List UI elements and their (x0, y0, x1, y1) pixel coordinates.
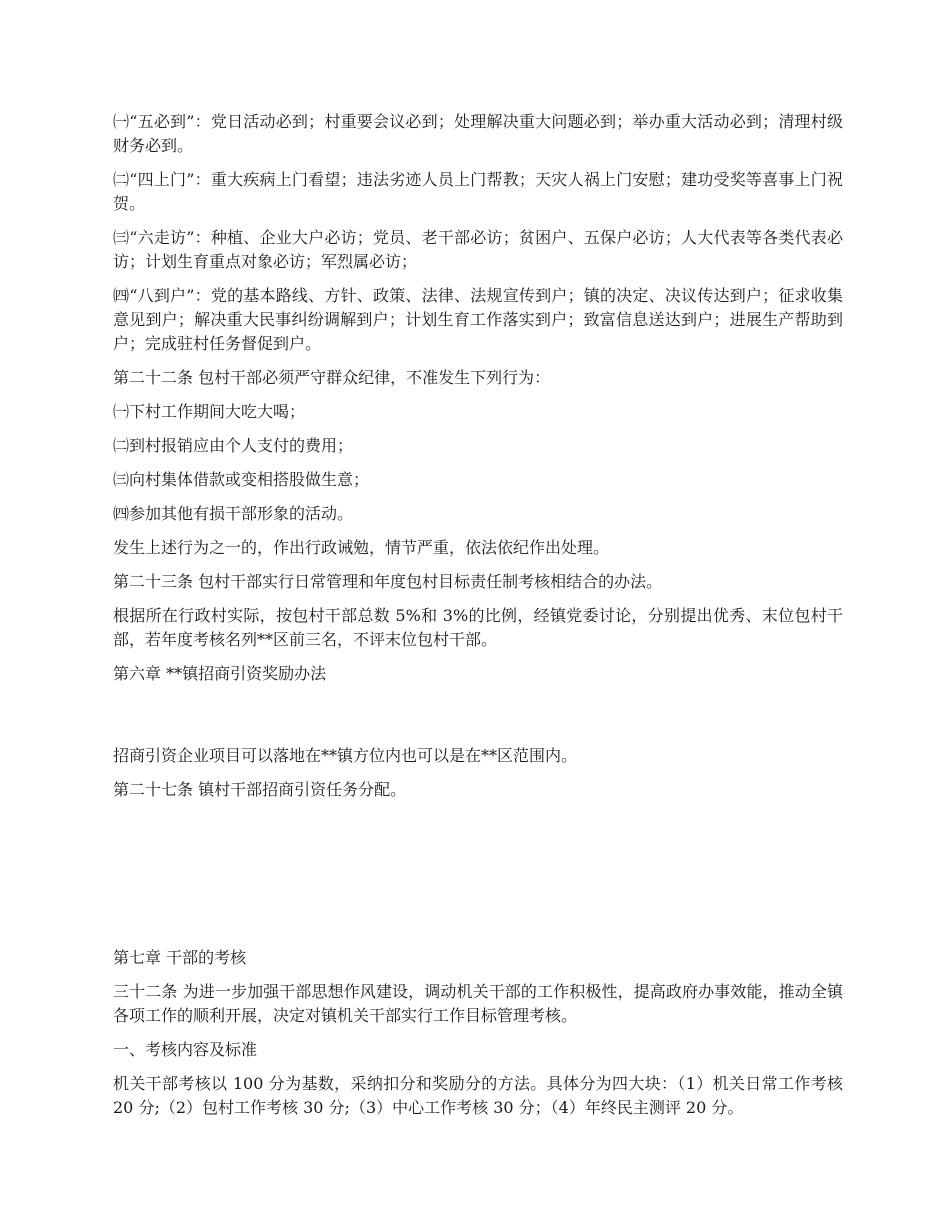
document-page (113, 110, 843, 1130)
investment-location-note: 招商引资企业项目可以落地在**镇方位内也可以是在**区范围内。 (113, 746, 578, 765)
article-22-item-3: ㈢向村集体借款或变相搭股做生意； (113, 470, 370, 489)
spacer (113, 812, 843, 946)
assessment-scoring-body: 机关干部考核以 100 分为基数，采纳扣分和奖励分的方法。具体分为四大块：（1）机关日常工作考核 20 分;（2）包村工作考核 30 分;（3）中心工作考核 30 分；（4）年终民主测评 20 分。 (113, 1074, 843, 1117)
article-32-body: 三十二条 为进一步加强干部思想作风建设，调动机关干部的工作积极性，提高政府办事效能，推动全镇各项工作的顺利开展，决定对镇机关干部实行工作目标管理考核。 (113, 982, 843, 1025)
assessment-section-heading: 一、考核内容及标准 (113, 1040, 258, 1059)
chapter-7-title: 第七章 干部的考核 (113, 948, 247, 967)
article-22-item-4: ㈣参加其他有损干部形象的活动。 (113, 504, 354, 523)
article-22-item-2: ㈡到村报销应由个人支付的费用； (113, 436, 354, 455)
item-eight-households: ㈣“八到户”：党的基本路线、方针、政策、法律、法规宣传到户；镇的决定、决议传达到户；征求收集意见到户；解决重大民事纠纷调解到户；计划生育工作落实到户；致富信息送达到户；进展生产帮助到户；完成驻村任务督促到户。 (113, 286, 843, 353)
article-27-heading: 第二十七条 镇村干部招商引资任务分配。 (113, 780, 407, 799)
article-23-body: 根据所在行政村实际，按包村干部总数 5%和 3%的比例，经镇党委讨论，分别提出优秀、末位包村干部，若年度考核名列**区前三名，不评末位包村干部。 (113, 606, 843, 649)
spacer (113, 696, 843, 744)
item-six-visits: ㈢“六走访”：种植、企业大户必访；党员、老干部必访；贫困户、五保户必访；人大代表等各类代表必访；计划生育重点对象必访；军烈属必访； (113, 228, 843, 271)
article-22-penalty: 发生上述行为之一的，作出行政诫勉，情节严重，依法依纪作出处理。 (113, 538, 610, 557)
chapter-6-title: 第六章 **镇招商引资奖励办法 (113, 664, 327, 683)
article-23-heading: 第二十三条 包村干部实行日常管理和年度包村目标责任制考核相结合的办法。 (113, 572, 663, 591)
item-four-home-visits: ㈡“四上门”：重大疾病上门看望；违法劣迹人员上门帮教；天灾人祸上门安慰；建功受奖等喜事上门祝贺。 (113, 170, 843, 213)
article-22-heading: 第二十二条 包村干部必须严守群众纪律，不准发生下列行为： (113, 368, 551, 387)
item-five-must-attend: ㈠“五必到”：党日活动必到；村重要会议必到；处理解决重大问题必到；举办重大活动必到；清理村级财务必到。 (113, 112, 843, 155)
article-22-item-1: ㈠下村工作期间大吃大喝； (113, 402, 306, 421)
